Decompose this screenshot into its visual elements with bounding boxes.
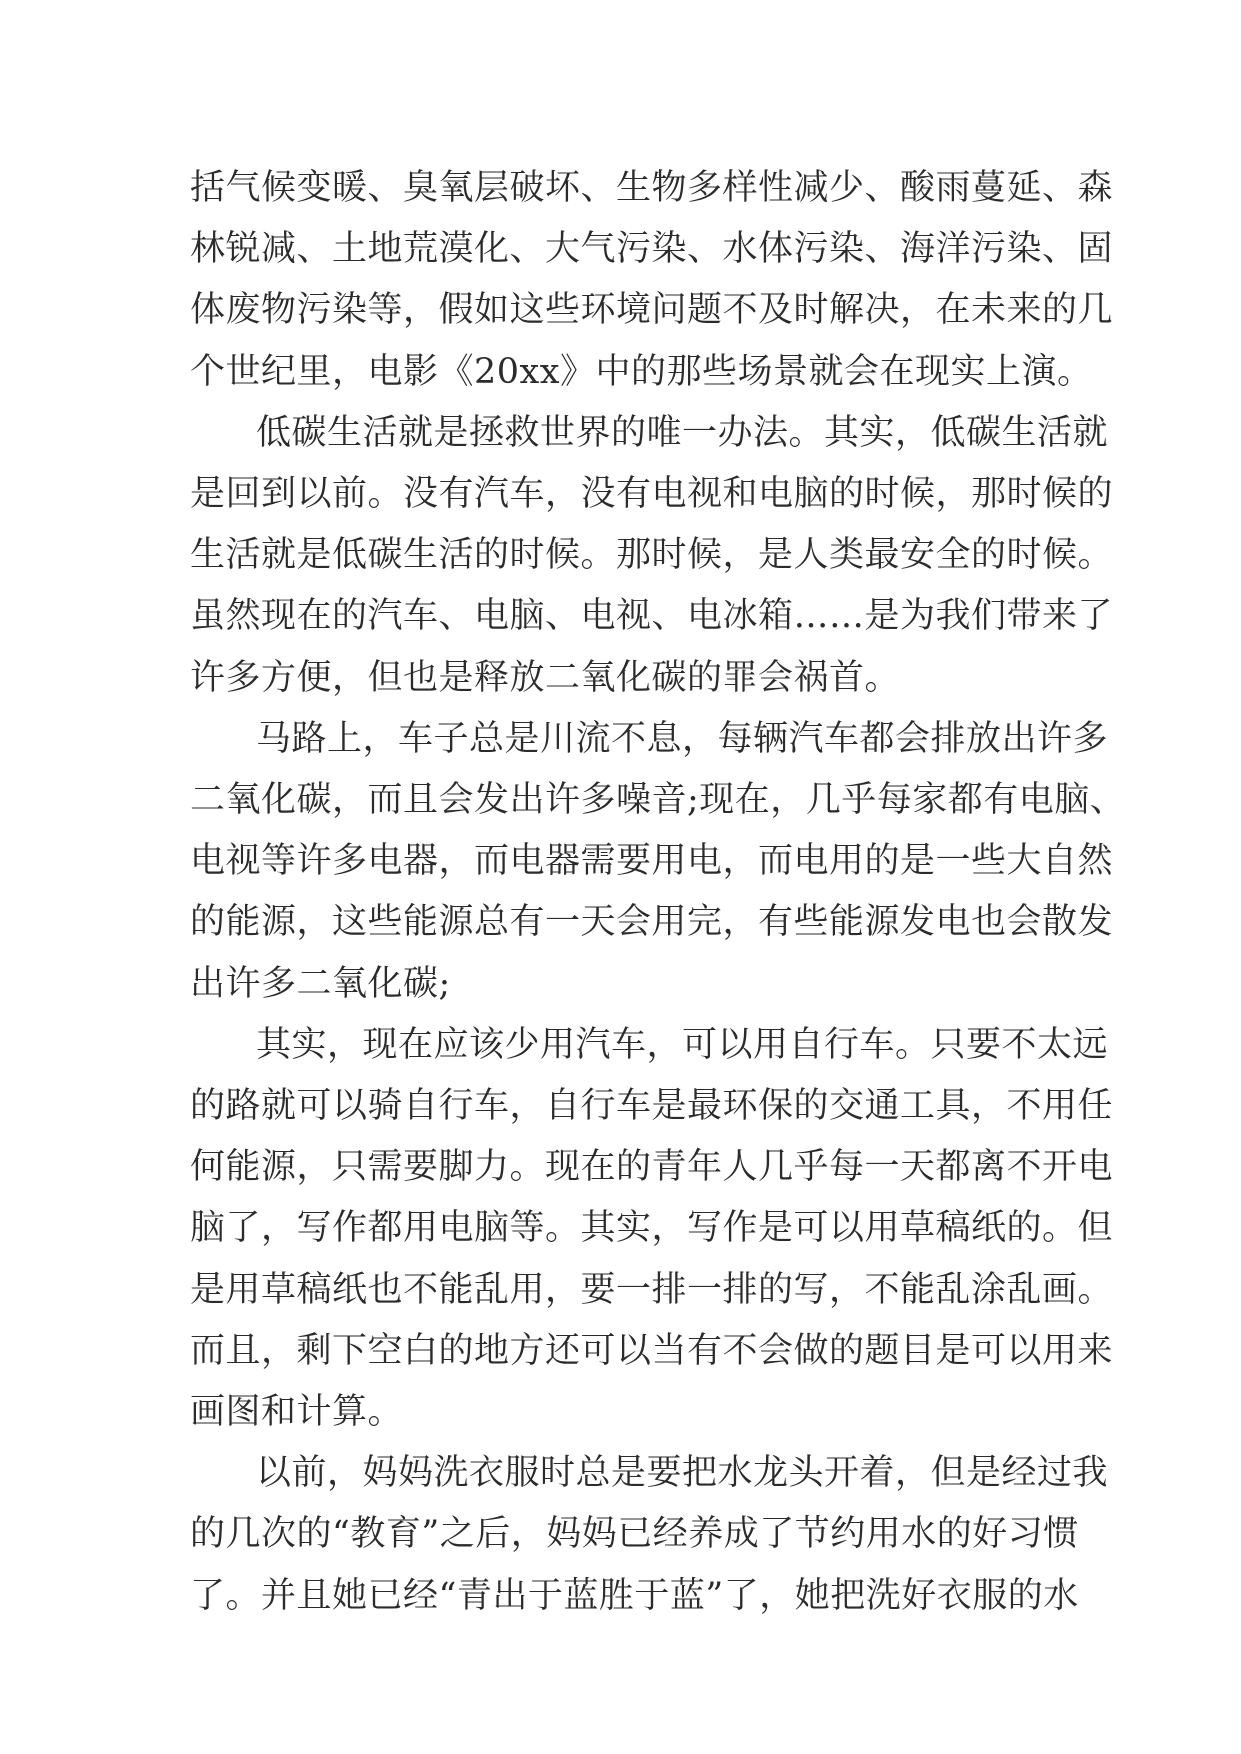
text-line: 的路就可以骑自行车，自行车是最环保的交通工具，不用任 (190, 1086, 1114, 1127)
text-line: 许多方便，但也是释放二氧化碳的罪会祸首。 (190, 657, 901, 698)
paragraph-first-line: 以前，妈妈洗衣服时总是要把水龙头开着，但是经过我 (256, 1453, 1109, 1494)
text-line: 虽然现在的汽车、电脑、电视、电冰箱……是为我们带来了 (190, 596, 1114, 637)
text-line: 是回到以前。没有汽车，没有电视和电脑的时候，那时候的 (190, 474, 1114, 515)
paragraph-first-line: 其实，现在应该少用汽车，可以用自行车。只要不太远 (256, 1024, 1109, 1065)
text-line: 画图和计算。 (190, 1392, 404, 1433)
text-line: 体废物污染等，假如这些环境问题不及时解决，在未来的几 (190, 290, 1114, 331)
text-line: 二氧化碳，而且会发出许多噪音;现在，几乎每家都有电脑、 (190, 780, 1126, 821)
text-line: 是用草稿纸也不能乱用，要一排一排的写，不能乱涂乱画。 (190, 1269, 1114, 1310)
essay-body (190, 158, 1126, 1627)
text-line: 而且，剩下空白的地方还可以当有不会做的题目是可以用来 (190, 1330, 1114, 1371)
text-line: 括气候变暖、臭氧层破坏、生物多样性减少、酸雨蔓延、森 (190, 168, 1114, 208)
text-line: 生活就是低碳生活的时候。那时候，是人类最安全的时候。 (190, 535, 1114, 576)
text-line: 的能源，这些能源总有一天会用完，有些能源发电也会散发 (190, 902, 1114, 943)
text-line: 了。并且她已经“青出于蓝胜于蓝”了，她把洗好衣服的水 (190, 1575, 1079, 1616)
text-line: 电视等许多电器，而电器需要用电，而电用的是一些大自然 (190, 841, 1114, 882)
text-line: 个世纪里，电影《20xx》中的那些场景就会在现实上演。 (190, 351, 1093, 392)
text-line: 何能源，只需要脚力。现在的青年人几乎每一天都离不开电 (190, 1147, 1114, 1188)
text-line: 出许多二氧化碳; (190, 963, 451, 1004)
text-line: 的几次的“教育”之后，妈妈已经养成了节约用水的好习惯 (190, 1514, 1079, 1555)
paragraph-first-line: 马路上，车子总是川流不息，每辆汽车都会排放出许多 (256, 718, 1109, 759)
paragraph-first-line: 低碳生活就是拯救世界的唯一办法。其实，低碳生活就 (256, 412, 1109, 453)
text-line: 林锐减、土地荒漠化、大气污染、水体污染、海洋污染、固 (190, 229, 1114, 270)
text-line: 脑了，写作都用电脑等。其实，写作是可以用草稿纸的。但 (190, 1208, 1114, 1249)
